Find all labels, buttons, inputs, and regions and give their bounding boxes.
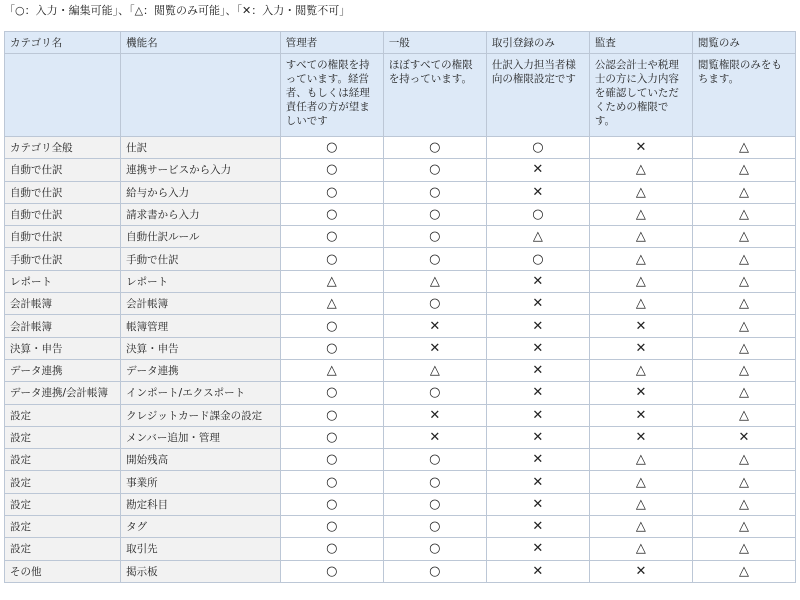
permission-mark: ○ — [383, 159, 486, 181]
feature-cell: レポート — [121, 270, 281, 292]
table-row — [5, 404, 796, 426]
category-cell: 自動で仕訳 — [5, 159, 121, 181]
category-cell: 会計帳簿 — [5, 293, 121, 315]
permission-mark: ✕ — [589, 337, 692, 359]
permission-mark: ○ — [383, 560, 486, 582]
header-role-general: 一般 — [383, 32, 486, 54]
table-row — [5, 560, 796, 582]
permission-mark: △ — [692, 159, 795, 181]
permission-mark: ○ — [280, 203, 383, 225]
permission-mark: △ — [589, 203, 692, 225]
permission-mark: ○ — [280, 404, 383, 426]
category-cell: 自動で仕訳 — [5, 203, 121, 225]
permission-mark: △ — [589, 359, 692, 381]
permission-mark: △ — [692, 404, 795, 426]
permission-mark: ✕ — [486, 516, 589, 538]
permission-mark: ○ — [280, 471, 383, 493]
permission-mark: △ — [383, 359, 486, 381]
permission-mark: ✕ — [589, 137, 692, 159]
category-cell: 設定 — [5, 426, 121, 448]
permission-mark: ✕ — [383, 315, 486, 337]
permission-mark: △ — [589, 293, 692, 315]
permission-mark: ○ — [383, 471, 486, 493]
feature-cell: クレジットカード課金の設定 — [121, 404, 281, 426]
permission-mark: ✕ — [486, 471, 589, 493]
permission-mark: △ — [589, 493, 692, 515]
permission-mark: ✕ — [486, 315, 589, 337]
permission-mark: △ — [692, 493, 795, 515]
permission-mark: ○ — [280, 516, 383, 538]
table-row — [5, 181, 796, 203]
permission-mark: △ — [589, 226, 692, 248]
category-cell: カテゴリ全般 — [5, 137, 121, 159]
permission-mark: ✕ — [486, 426, 589, 448]
permission-mark: ○ — [383, 293, 486, 315]
permission-mark: ○ — [383, 181, 486, 203]
category-cell: データ連携/会計帳簿 — [5, 382, 121, 404]
table-row — [5, 337, 796, 359]
category-cell: その他 — [5, 560, 121, 582]
permission-mark: ✕ — [486, 293, 589, 315]
category-cell: 会計帳簿 — [5, 315, 121, 337]
permission-mark: ○ — [280, 248, 383, 270]
category-cell: 手動で仕訳 — [5, 248, 121, 270]
permission-mark: ✕ — [486, 493, 589, 515]
category-cell: 設定 — [5, 449, 121, 471]
feature-cell: メンバー追加・管理 — [121, 426, 281, 448]
table-row — [5, 359, 796, 381]
table-row — [5, 159, 796, 181]
description-empty-cell — [5, 54, 121, 137]
permission-mark: ○ — [383, 137, 486, 159]
table-row — [5, 248, 796, 270]
permission-mark: △ — [692, 315, 795, 337]
permission-mark: ○ — [280, 226, 383, 248]
table-row — [5, 203, 796, 225]
feature-cell: 連携サービスから入力 — [121, 159, 281, 181]
table-row — [5, 426, 796, 448]
permission-mark: △ — [692, 359, 795, 381]
description-empty-cell — [121, 54, 281, 137]
permission-mark: ○ — [280, 538, 383, 560]
permission-mark: ○ — [486, 248, 589, 270]
permission-mark: ○ — [486, 203, 589, 225]
feature-cell: 決算・申告 — [121, 337, 281, 359]
permission-mark: △ — [692, 560, 795, 582]
category-cell: 設定 — [5, 493, 121, 515]
feature-cell: 会計帳簿 — [121, 293, 281, 315]
permission-mark: △ — [280, 359, 383, 381]
feature-cell: 取引先 — [121, 538, 281, 560]
permission-mark: △ — [692, 137, 795, 159]
table-row — [5, 516, 796, 538]
permission-mark: △ — [692, 248, 795, 270]
permission-mark: ○ — [280, 382, 383, 404]
table-row — [5, 449, 796, 471]
table-row — [5, 315, 796, 337]
permission-mark: ✕ — [383, 426, 486, 448]
permission-mark: △ — [589, 471, 692, 493]
table-row — [5, 493, 796, 515]
permission-mark: ✕ — [486, 359, 589, 381]
permission-mark: ✕ — [486, 337, 589, 359]
permission-mark: ○ — [383, 538, 486, 560]
permission-mark: ○ — [280, 493, 383, 515]
category-cell: 決算・申告 — [5, 337, 121, 359]
description-audit: 公認会計士や税理士の方に入力内容を確認していただくための権限です。 — [589, 54, 692, 137]
permission-mark: ✕ — [589, 382, 692, 404]
permission-mark: △ — [589, 181, 692, 203]
feature-cell: 給与から入力 — [121, 181, 281, 203]
permission-mark: △ — [692, 337, 795, 359]
permission-mark: ○ — [280, 181, 383, 203]
permission-mark: ○ — [383, 226, 486, 248]
permission-table — [4, 31, 796, 583]
permission-mark: △ — [589, 449, 692, 471]
description-admin: すべての権限を持っています。経営者、もしくは経理責任者の方が望ましいです — [280, 54, 383, 137]
permission-mark: ✕ — [589, 315, 692, 337]
header-feature: 機能名 — [121, 32, 281, 54]
feature-cell: 掲示板 — [121, 560, 281, 582]
permission-mark: ✕ — [589, 404, 692, 426]
feature-cell: インポート/エクスポート — [121, 382, 281, 404]
header-role-view-only: 閲覧のみ — [692, 32, 795, 54]
feature-cell: 勘定科目 — [121, 493, 281, 515]
permission-mark: ○ — [486, 137, 589, 159]
permission-mark: ✕ — [486, 404, 589, 426]
table-row — [5, 226, 796, 248]
category-cell: 設定 — [5, 516, 121, 538]
description-row — [5, 54, 796, 137]
table-row — [5, 270, 796, 292]
category-cell: 設定 — [5, 404, 121, 426]
permission-mark: ✕ — [486, 538, 589, 560]
description-view-only: 閲覧権限のみをもちます。 — [692, 54, 795, 137]
permission-mark: △ — [383, 270, 486, 292]
feature-cell: タグ — [121, 516, 281, 538]
permission-mark: ✕ — [692, 426, 795, 448]
permission-mark: △ — [692, 516, 795, 538]
feature-cell: 帳簿管理 — [121, 315, 281, 337]
permission-mark: ○ — [383, 382, 486, 404]
permission-mark: △ — [280, 270, 383, 292]
permission-mark: ○ — [280, 137, 383, 159]
category-cell: 自動で仕訳 — [5, 226, 121, 248]
feature-cell: 手動で仕訳 — [121, 248, 281, 270]
header-role-entry-only: 取引登録のみ — [486, 32, 589, 54]
permission-rows — [5, 137, 796, 583]
permission-mark: ○ — [383, 203, 486, 225]
feature-cell: 仕訳 — [121, 137, 281, 159]
permission-mark: ○ — [280, 560, 383, 582]
feature-cell: データ連携 — [121, 359, 281, 381]
permission-mark: ✕ — [486, 181, 589, 203]
feature-cell: 事業所 — [121, 471, 281, 493]
permission-mark: △ — [692, 181, 795, 203]
legend-text: 「○：入力・編集可能」、「△：閲覧のみ可能」、「✕：入力・閲覧不可」 — [4, 4, 351, 17]
permission-mark: ✕ — [486, 159, 589, 181]
description-entry-only: 仕訳入力担当者様向の権限設定です — [486, 54, 589, 137]
table-row — [5, 382, 796, 404]
permission-mark: ○ — [383, 449, 486, 471]
description-general: ほぼすべての権限を持っています。 — [383, 54, 486, 137]
permission-mark: △ — [589, 159, 692, 181]
category-cell: 設定 — [5, 471, 121, 493]
feature-cell: 開始残高 — [121, 449, 281, 471]
permission-mark: ✕ — [589, 426, 692, 448]
permission-mark: ✕ — [486, 270, 589, 292]
table-row — [5, 293, 796, 315]
permission-mark: △ — [692, 538, 795, 560]
table-row — [5, 137, 796, 159]
permission-mark: △ — [692, 382, 795, 404]
permission-mark: ✕ — [383, 404, 486, 426]
permission-mark: ○ — [280, 159, 383, 181]
permission-mark: ✕ — [486, 560, 589, 582]
permission-mark: ○ — [280, 337, 383, 359]
category-cell: レポート — [5, 270, 121, 292]
permission-mark: ✕ — [589, 560, 692, 582]
header-category: カテゴリ名 — [5, 32, 121, 54]
table-row — [5, 471, 796, 493]
category-cell: 自動で仕訳 — [5, 181, 121, 203]
permission-mark: △ — [692, 270, 795, 292]
permission-mark: ○ — [383, 516, 486, 538]
permission-mark: ○ — [383, 248, 486, 270]
permission-mark: △ — [692, 226, 795, 248]
permission-mark: △ — [589, 538, 692, 560]
permission-mark: ○ — [383, 493, 486, 515]
permission-mark: △ — [692, 471, 795, 493]
permission-mark: △ — [692, 203, 795, 225]
permission-mark: △ — [589, 270, 692, 292]
permission-mark: △ — [280, 293, 383, 315]
table-row — [5, 538, 796, 560]
permission-mark: △ — [589, 248, 692, 270]
permission-mark: ✕ — [486, 449, 589, 471]
permission-mark: △ — [692, 293, 795, 315]
feature-cell: 請求書から入力 — [121, 203, 281, 225]
feature-cell: 自動仕訳ルール — [121, 226, 281, 248]
category-cell: データ連携 — [5, 359, 121, 381]
permission-mark: △ — [589, 516, 692, 538]
permission-mark: ○ — [280, 449, 383, 471]
permission-mark: △ — [486, 226, 589, 248]
header-row — [5, 32, 796, 54]
permission-mark: △ — [692, 449, 795, 471]
permission-mark: ○ — [280, 426, 383, 448]
permission-mark: ✕ — [383, 337, 486, 359]
permission-mark: ○ — [280, 315, 383, 337]
category-cell: 設定 — [5, 538, 121, 560]
header-role-admin: 管理者 — [280, 32, 383, 54]
permission-mark: ✕ — [486, 382, 589, 404]
header-role-audit: 監査 — [589, 32, 692, 54]
